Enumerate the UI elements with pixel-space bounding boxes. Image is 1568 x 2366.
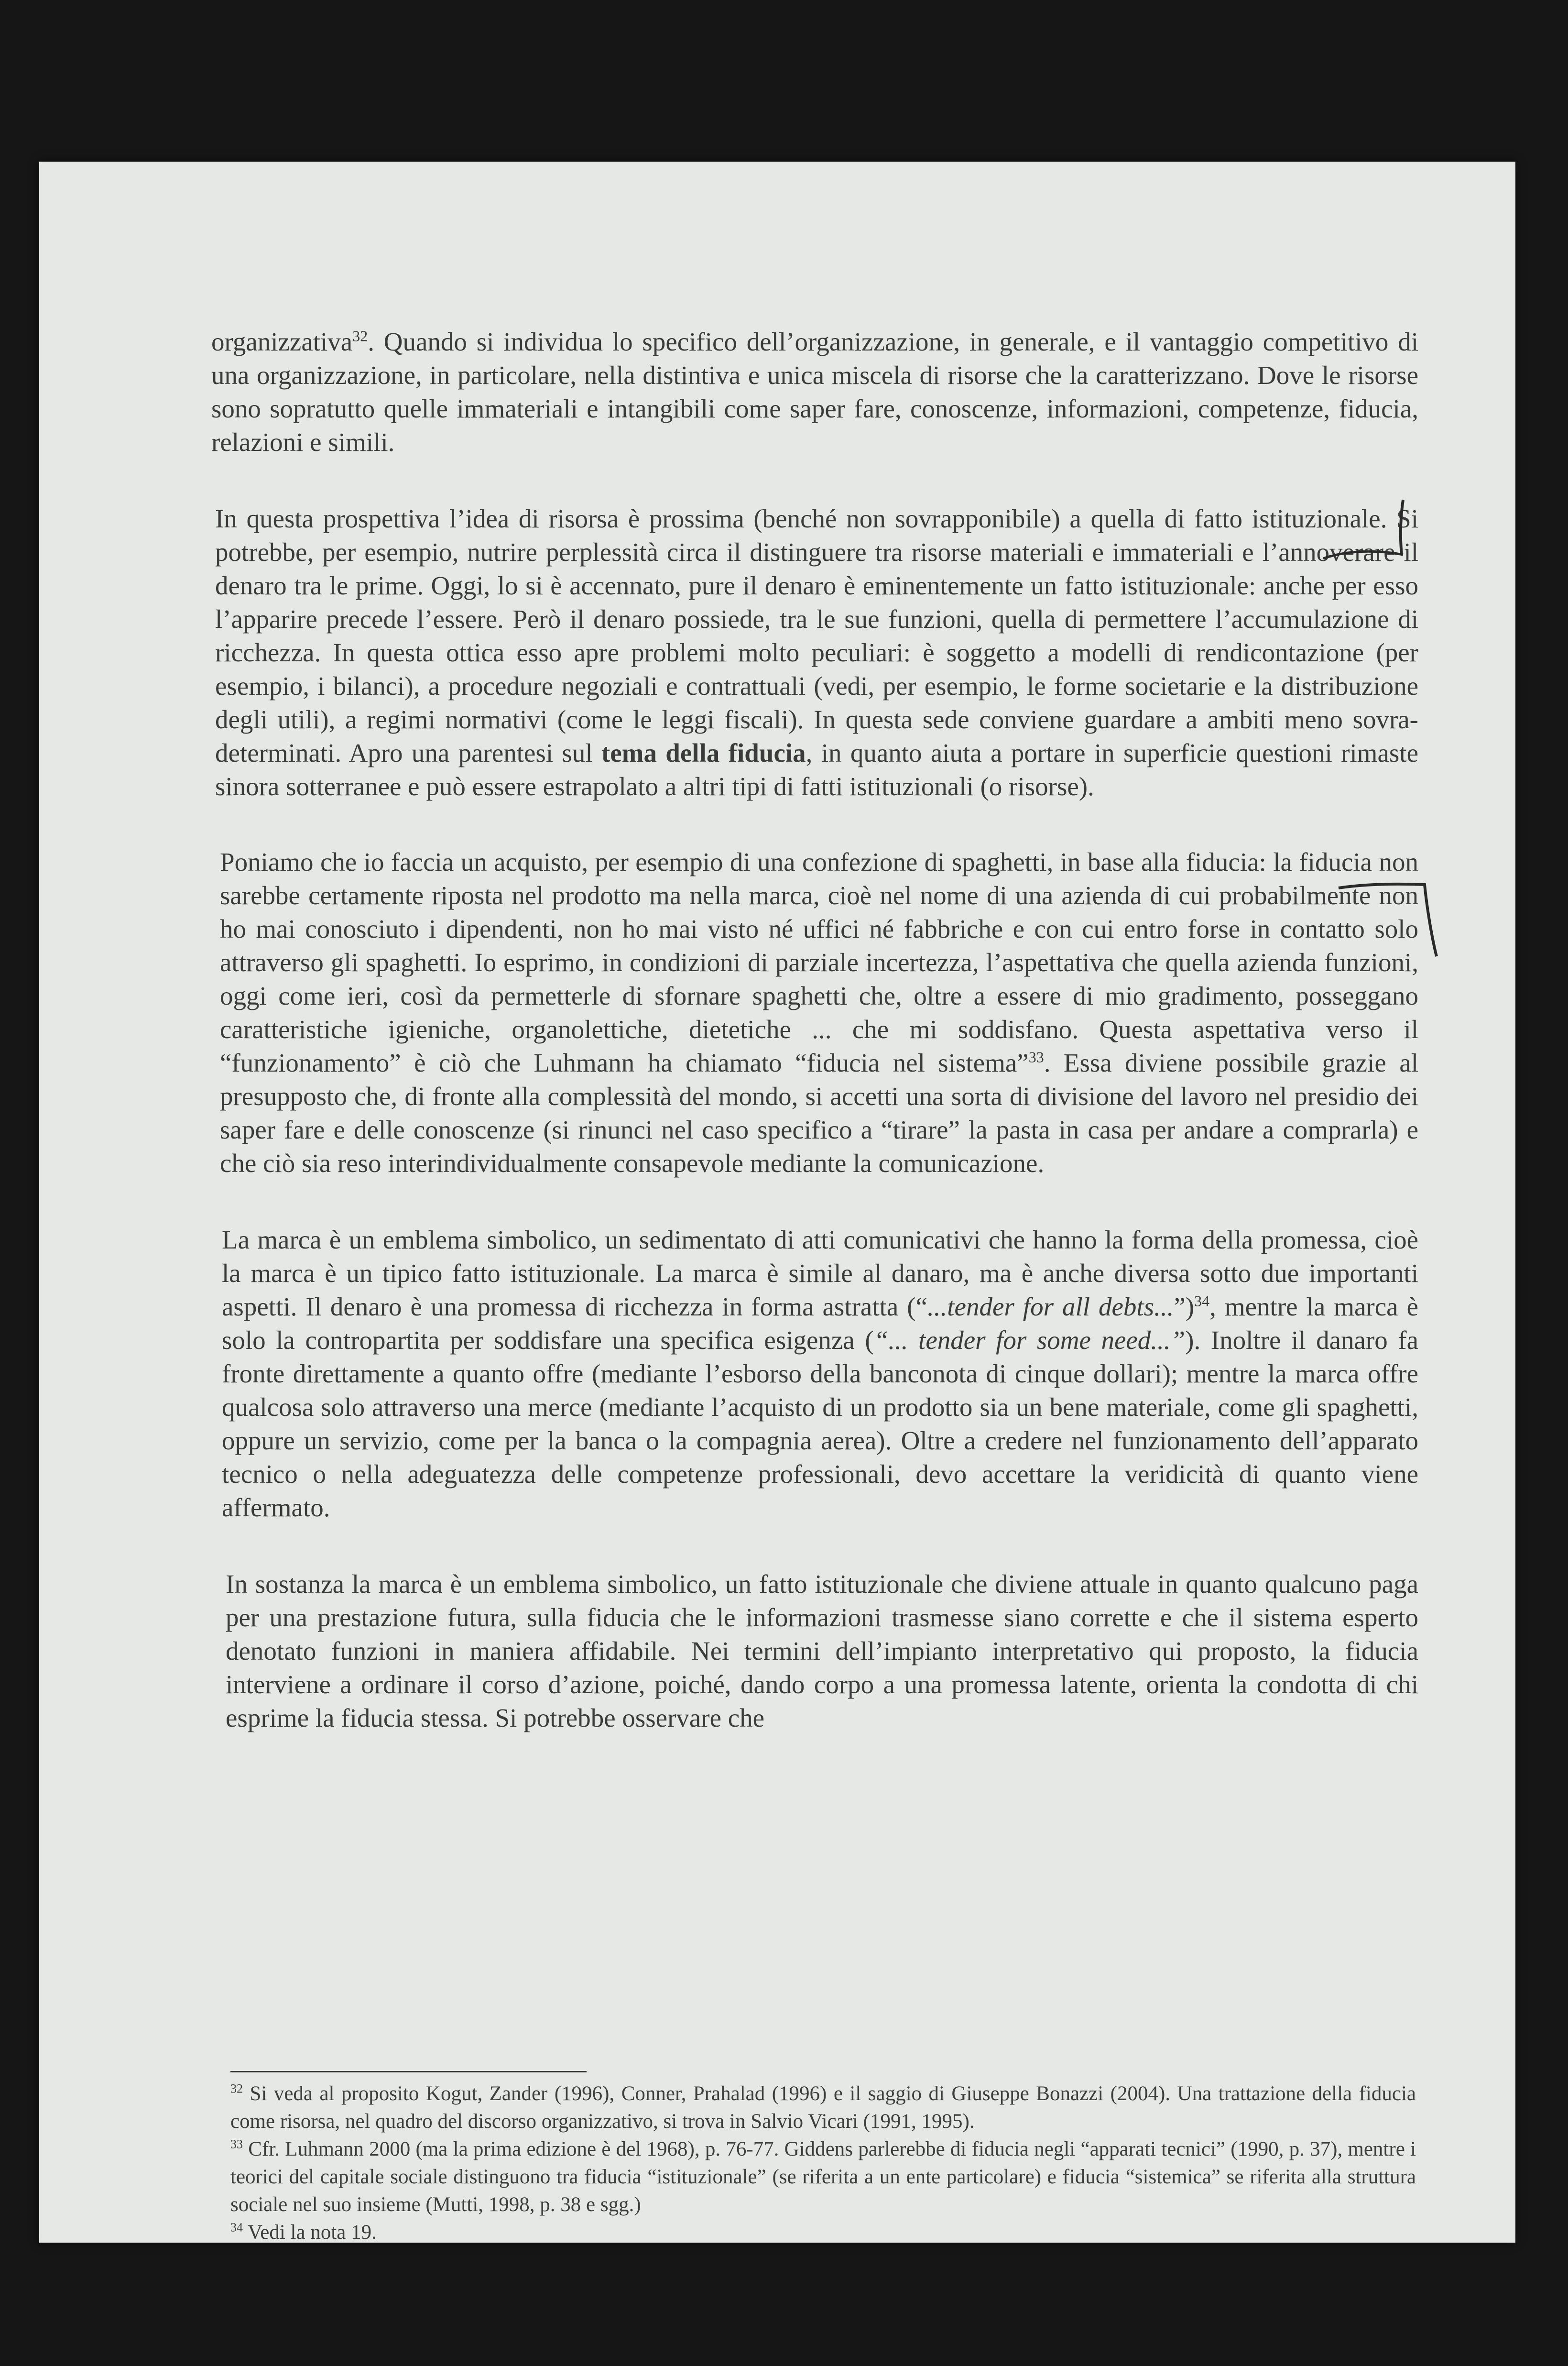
text-run: In sostanza la marca è un emblema simbolico, un fatto istituzionale che diviene attuale in quanto qualcuno paga per una prestazione futura, sulla fiducia che le informazioni trasmesse siano corrette e che il sistema esperto denotato funzioni in maniera affidabile. Nei termini dell’impianto interpretativo qui proposto, la fiducia interviene a ordinare il corso d’azione, poiché, dando corpo a una promessa latente, orienta la condotta di chi esprime la fiducia stessa. Si potrebbe osservare che <box>226 1569 1418 1732</box>
paragraph <box>220 845 1418 1180</box>
text-run: , mentre la marca è solo la contropartita per soddisfare una specifica esigenza ( <box>222 1292 1418 1355</box>
text-run: La marca è un emblema simbolico, un sedimentato di atti comunicativi che hanno la forma della promessa, cioè la marca è un tipico fatto istituzionale. La marca è simile al danaro, ma è anche diversa sotto due importanti aspetti. Il denaro è una promessa di ricchezza in forma astratta (“ <box>222 1225 1418 1321</box>
italic-text: ...tender for all debts... <box>927 1292 1174 1321</box>
footnote <box>230 2219 1416 2246</box>
bold-text: tema della fiducia <box>601 738 806 767</box>
footnote <box>230 2136 1416 2219</box>
footnotes <box>230 2080 1416 2246</box>
paragraph <box>215 502 1418 803</box>
text-run: ”) <box>1174 1292 1195 1321</box>
footnote <box>230 2080 1416 2136</box>
paragraph <box>211 325 1418 459</box>
footnote-text: Vedi la nota 19. <box>243 2221 377 2244</box>
paragraph <box>226 1567 1418 1735</box>
footnote-ref: 33 <box>1028 1048 1044 1066</box>
paragraph <box>222 1223 1418 1524</box>
footnote-ref: 32 <box>352 327 368 345</box>
text-run: ). Inoltre il danaro fa fronte direttamente a quanto offre (mediante l’esborso della banconota di cinque dollari); mentre la marca offre qualcosa solo attraverso una merce (mediante l’acquisto di un prodotto sia un bene materiale, come gli spaghetti, oppure un servizio, come per la banca o la compagnia aerea). Oltre a credere nel funzionamento dell’apparato tecnico o nella adeguatezza delle competenze professionali, devo accettare la veridicità di quanto viene affermato. <box>222 1325 1418 1522</box>
text-run: , in quanto aiuta a portare in superficie questioni rimaste sinora sotterranee e può essere estrapolato a altri tipi di fatti istituzionali (o risorse). <box>215 738 1418 801</box>
paper-sheet <box>39 162 1515 2243</box>
footnote-text: Cfr. Luhmann 2000 (ma la prima edizione è del 1968), p. 76-77. Giddens parlerebbe di fiducia negli “apparati tecnici” (1990, p. 37), mentre i teorici del capitale sociale distinguono tra fiducia “istituzionale” (se riferita a un ente particolare) e fiducia “sistemica” se riferita alla struttura sociale nel suo insieme (Mutti, 1998, p. 38 e sgg.) <box>230 2138 1416 2216</box>
footnote-ref: 34 <box>1194 1292 1210 1310</box>
footnote-number: 33 <box>230 2137 243 2151</box>
italic-text: “... tender for some need...” <box>873 1325 1186 1355</box>
footnote-text: Si veda al proposito Kogut, Zander (1996), Conner, Prahalad (1996) e il saggio di Giuseppe Bonazzi (2004). Una trattazione della fiducia come risorsa, nel quadro del discorso organizzativo, si trova in Salvio Vicari (1991, 1995). <box>230 2082 1416 2133</box>
text-run: . Quando si individua lo specifico dell’organizzazione, in generale, e il vantaggio competitivo di una organizzazione, in particolare, nella distintiva e unica miscela di risorse che la caratterizzano. Dove le risorse sono sopratutto quelle immateriali e intangibili come saper fare, conoscenze, informazioni, competenze, fiducia, relazioni e simili. <box>211 327 1418 457</box>
footnote-number: 34 <box>230 2220 243 2235</box>
body-text <box>178 325 1418 1735</box>
footnote-number: 32 <box>230 2081 243 2096</box>
text-run: Poniamo che io faccia un acquisto, per esempio di una confezione di spaghetti, in base alla fiducia: la fiducia non sarebbe certamente riposta nel prodotto ma nella marca, cioè nel nome di una azienda di cui probabilmente non ho mai conosciuto i dipendenti, non ho mai visto né uffici né fabbriche e con cui entro forse in contatto solo attraverso gli spaghetti. Io esprimo, in condizioni di parziale incertezza, l’aspettativa che quella azienda funzioni, oggi come ieri, così da permetterle di sfornare spaghetti che, oltre a essere di mio gradimento, posseggano caratteristiche igieniche, organolettiche, dietetiche ... che mi soddisfano. Questa aspettativa verso il “funzionamento” è ciò che Luhmann ha chiamato “fiducia nel sistema” <box>220 847 1418 1077</box>
text-run: organizzativa <box>211 327 353 356</box>
text-run: In questa prospettiva l’idea di risorsa è prossima (benché non sovrapponibile) a quella di fatto istituzionale. Si potrebbe, per esempio, nutrire perplessità circa il distinguere tra risorse materiali e immateriali e l’annoverare il denaro tra le prime. Oggi, lo si è accennato, pure il denaro è eminentemente un fatto istituzionale: anche per esso l’apparire precede l’essere. Però il denaro possiede, tra le sue funzioni, quella di permettere l’accumulazione di ricchezza. In questa ottica esso apre problemi molto peculiari: è soggetto a modelli di rendicontazione (per esempio, i bilanci), a procedure negoziali e contrattuali (vedi, per esempio, le forme societarie e la distribuzione degli utili), a regimi normativi (come le leggi fiscali). In questa sede conviene guardare a ambiti meno sovra-determinati. Apro una parentesi sul <box>215 504 1418 767</box>
footnote-separator <box>230 2071 587 2072</box>
text-run: . Essa diviene possibile grazie al presupposto che, di fronte alla complessità del mondo, si accetti una sorta di divisione del lavoro nel presidio dei saper fare e delle conoscenze (si rinunci nel caso specifico a “tirare” la pasta in casa per andare a comprarla) e che ciò sia reso interindividualmente consapevole mediante la comunicazione. <box>220 1048 1418 1178</box>
